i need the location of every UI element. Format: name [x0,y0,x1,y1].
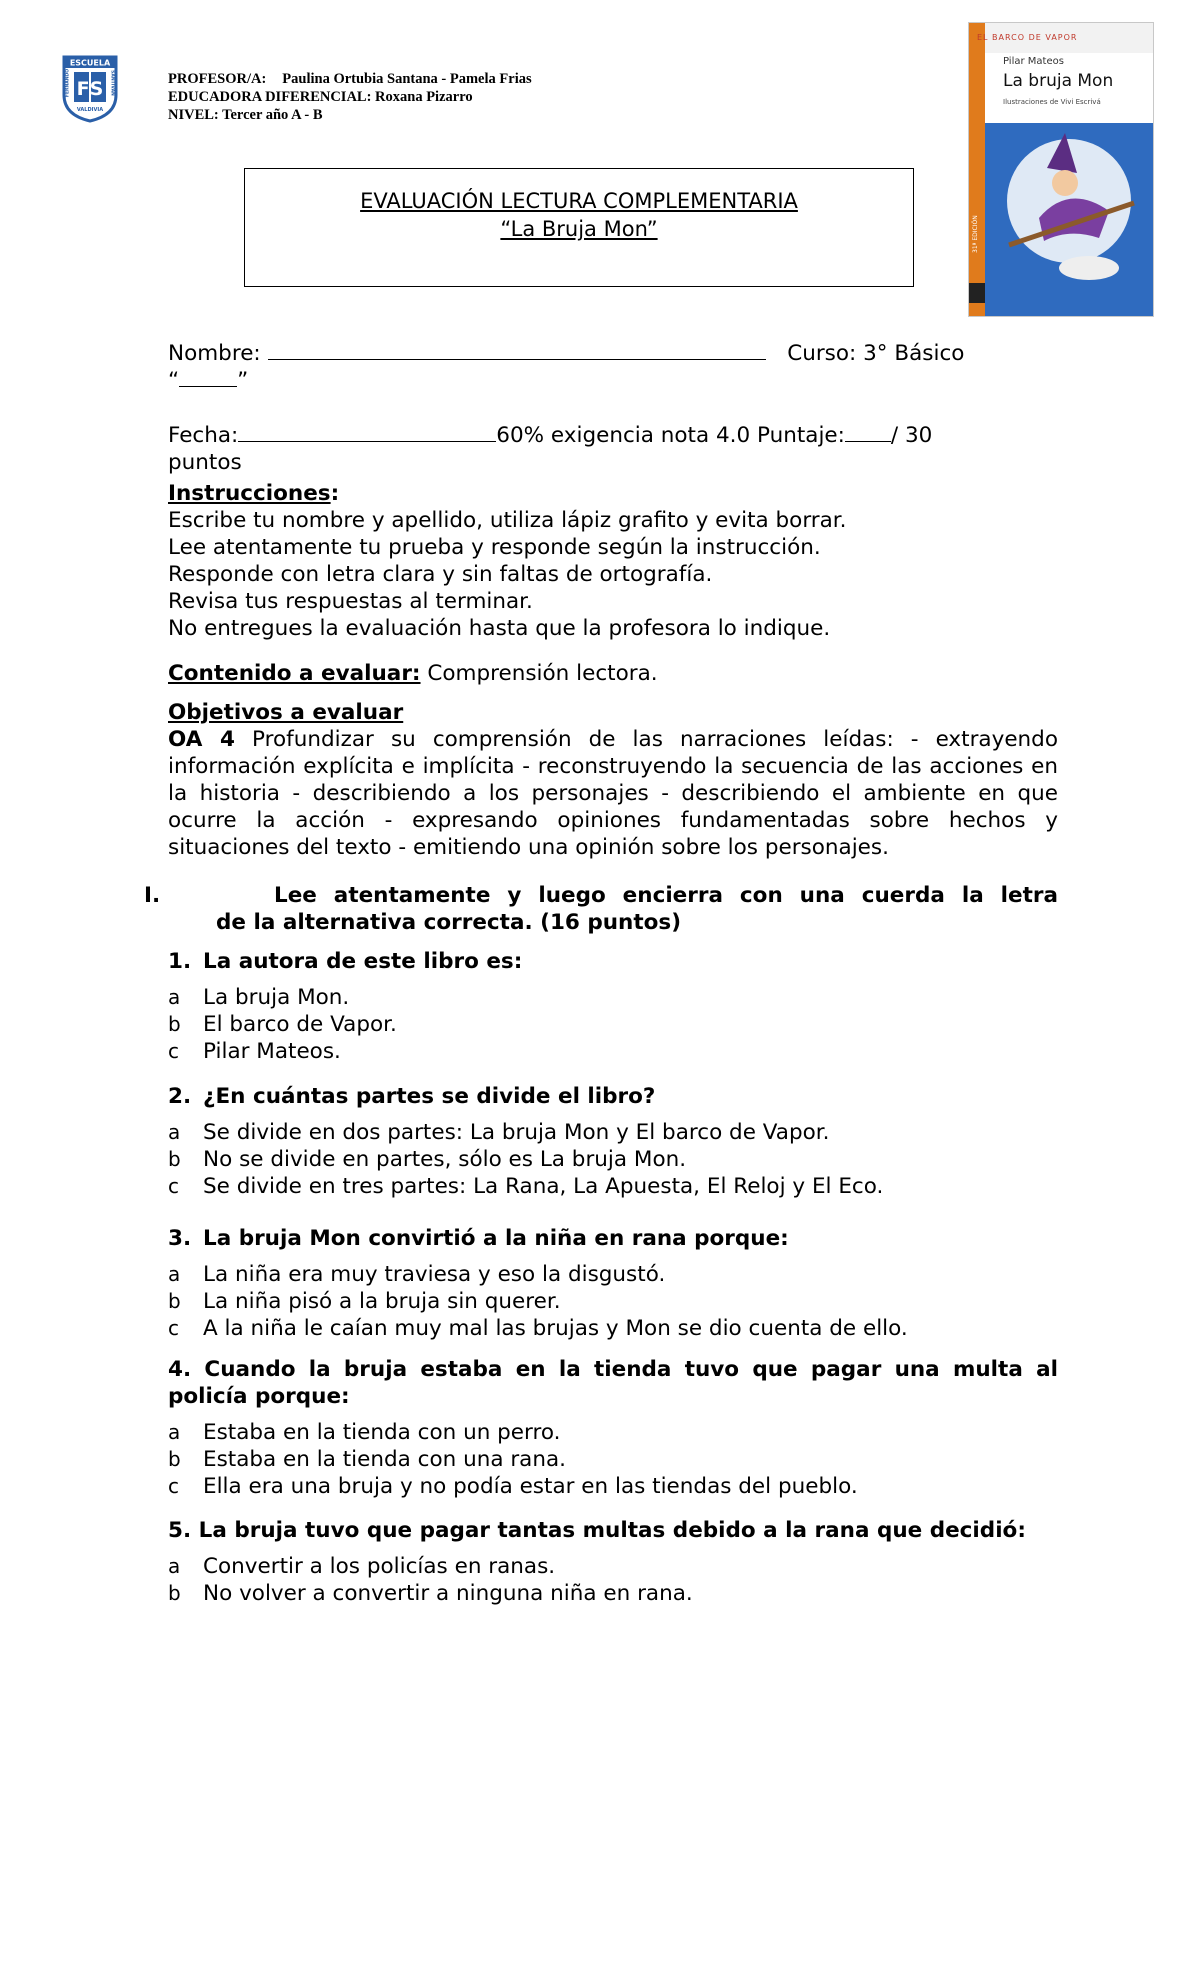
option-text: Ella era una bruja y no podía estar en las tiendas del pueblo. [203,1474,858,1499]
cover-author: Pilar Mateos [1003,56,1064,67]
option-text: Estaba en la tienda con una rana. [203,1447,566,1472]
question-number: 5. [168,1518,192,1543]
content-value: Comprensión lectora. [420,661,658,686]
question-text: La bruja tuvo que pagar tantas multas debido a la rana que decidió: [198,1518,1026,1543]
question-number: 2. [168,1084,192,1109]
cover-title: La bruja Mon [1003,71,1114,91]
question-1 [168,948,1058,975]
name-label: Nombre: [168,341,261,366]
objectives-text [168,726,1058,861]
question-number: 3. [168,1226,192,1251]
question-text: Cuando la bruja estaba en la tienda tuvo que pagar una multa al policía porque: [168,1357,1058,1409]
question-3-options [168,1261,1058,1342]
option-letter: c [168,1316,179,1340]
score-field[interactable] [845,422,891,442]
option-text: Se divide en dos partes: La bruja Mon y El barco de Vapor. [203,1120,830,1145]
question-2 [168,1083,1058,1110]
page-title: EVALUACIÓN LECTURA COMPLEMENTARIA [360,189,798,213]
date-field[interactable] [238,422,496,442]
teacher-label: PROFESOR/A: [168,71,267,87]
option-letter: a [168,1262,181,1286]
exigencia-text: 60% exigencia nota 4.0 Puntaje: [496,423,845,448]
logo-text-top: ESCUELA [69,58,111,68]
course-open-quote: “ [168,368,180,393]
instruction-line: Revisa tus respuestas al terminar. [168,589,533,614]
option-b[interactable] [168,1011,1058,1038]
score-unit: puntos [168,450,242,475]
option-text: La niña pisó a la bruja sin querer. [203,1289,561,1314]
option-text: El barco de Vapor. [203,1012,397,1037]
section-instruction-line-1: Lee atentamente y luego encierra con una cuerda la letra [274,883,1058,908]
cover-edition: 31ª EDICIÓN [972,215,979,253]
section-numeral: I. [144,883,161,908]
option-b[interactable] [168,1288,1058,1315]
title-box [244,168,914,287]
option-a[interactable] [168,1261,1058,1288]
option-text: Convertir a los policías en ranas. [203,1554,556,1579]
logo-text-right: SANTIVÁN [109,70,115,96]
option-letter: b [168,1289,181,1313]
objective-code: OA 4 [168,727,235,752]
name-course-row [168,340,1058,367]
option-text: La bruja Mon. [203,985,350,1010]
section-1-heading [144,882,1058,936]
cover-illustrator: Ilustraciones de Vivi Escrivá [1003,98,1101,106]
option-text: La niña era muy traviesa y eso la disgustó. [203,1262,666,1287]
option-letter: b [168,1447,181,1471]
school-logo [60,55,120,123]
option-text: Pilar Mateos. [203,1039,341,1064]
instruction-line: No entregues la evaluación hasta que la profesora lo indique. [168,616,831,641]
level-line: NIVEL: Tercer año A - B [168,107,323,123]
date-score-row [168,422,1058,449]
content-label: Contenido a evaluar: [168,661,421,686]
option-b[interactable] [168,1446,1058,1473]
instruction-line: Lee atentamente tu prueba y responde según la instrucción. [168,535,821,560]
teacher-info [168,70,532,124]
course-label: Curso: 3° Básico [787,341,965,366]
cover-illustration-icon [969,23,1154,317]
logo-text-left: FERNANDO [65,68,71,98]
question-4-options [168,1419,1058,1500]
option-letter: b [168,1147,181,1171]
option-letter: b [168,1012,181,1036]
option-text: No volver a convertir a ninguna niña en rana. [203,1581,693,1606]
teacher-names: Paulina Ortubia Santana - Pamela Frias [282,71,532,87]
course-blank-row [168,367,1058,394]
question-text: La autora de este libro es: [203,949,523,974]
option-c[interactable] [168,1038,1058,1065]
course-close-quote: ” [237,368,249,393]
option-letter: b [168,1581,181,1605]
option-a[interactable] [168,984,1058,1011]
book-cover-image [968,22,1154,317]
question-number: 4. [168,1357,192,1382]
instruction-line: Responde con letra clara y sin faltas de ortografía. [168,562,713,587]
option-c[interactable] [168,1473,1058,1500]
option-text: Estaba en la tienda con un perro. [203,1420,561,1445]
option-a[interactable] [168,1119,1058,1146]
option-text: No se divide en partes, sólo es La bruja Mon. [203,1147,687,1172]
option-letter: a [168,985,181,1009]
question-text: La bruja Mon convirtió a la niña en rana porque: [203,1226,789,1251]
objectives-heading: Objetivos a evaluar [168,700,404,725]
logo-initials: FS [76,78,104,100]
evaluation-content [144,340,1058,1607]
option-text: A la niña le caían muy mal las brujas y Mon se dio cuenta de ello. [203,1316,908,1341]
question-number: 1. [168,949,192,974]
content-to-evaluate [168,660,1058,687]
instructions [168,480,1058,642]
book-title: “La Bruja Mon” [500,217,658,241]
instruction-line: Escribe tu nombre y apellido, utiliza lápiz grafito y evita borrar. [168,508,847,533]
option-letter: c [168,1039,179,1063]
instructions-heading: Instrucciones [168,481,331,506]
question-2-options [168,1119,1058,1200]
cover-publisher: EL BARCO DE VAPOR [977,33,1078,42]
instructions-colon: : [330,481,340,506]
option-a[interactable] [168,1553,1058,1580]
date-label: Fecha: [168,423,239,448]
logo-text-bottom: VALDIVIA [76,107,104,113]
option-text: Se divide en tres partes: La Rana, La Apuesta, El Reloj y El Eco. [203,1174,884,1199]
objectives [168,699,1058,861]
option-a[interactable] [168,1419,1058,1446]
option-letter: a [168,1120,181,1144]
question-text: ¿En cuántas partes se divide el libro? [203,1084,656,1109]
course-letter-field[interactable] [179,367,237,387]
option-letter: a [168,1420,181,1444]
option-c[interactable] [168,1173,1058,1200]
question-1-options [168,984,1058,1065]
question-4 [168,1356,1058,1410]
option-letter: a [168,1554,181,1578]
score-total: / 30 [890,423,933,448]
option-letter: c [168,1474,179,1498]
option-b[interactable] [168,1580,1058,1607]
option-c[interactable] [168,1315,1058,1342]
question-5-options [168,1553,1058,1607]
option-b[interactable] [168,1146,1058,1173]
question-3 [168,1225,1058,1252]
teacher-line [168,70,532,88]
educator-line: EDUCADORA DIFERENCIAL: Roxana Pizarro [168,89,473,105]
name-field[interactable] [268,340,766,360]
objective-description: Profundizar su comprensión de las narraciones leídas: - extrayendo información explícita e implícita - reconstruyendo la secuencia de las acciones en la historia - describiendo a los personajes - describiendo el ambiente en que ocurre la acción - expresando opiniones fundamentadas sobre hechos y situaciones del texto - emitiendo una opinión sobre los personajes. [168,727,1058,860]
question-5 [168,1517,1058,1544]
section-instruction-line-2: de la alternativa correcta. (16 puntos) [216,910,682,935]
option-letter: c [168,1174,179,1198]
